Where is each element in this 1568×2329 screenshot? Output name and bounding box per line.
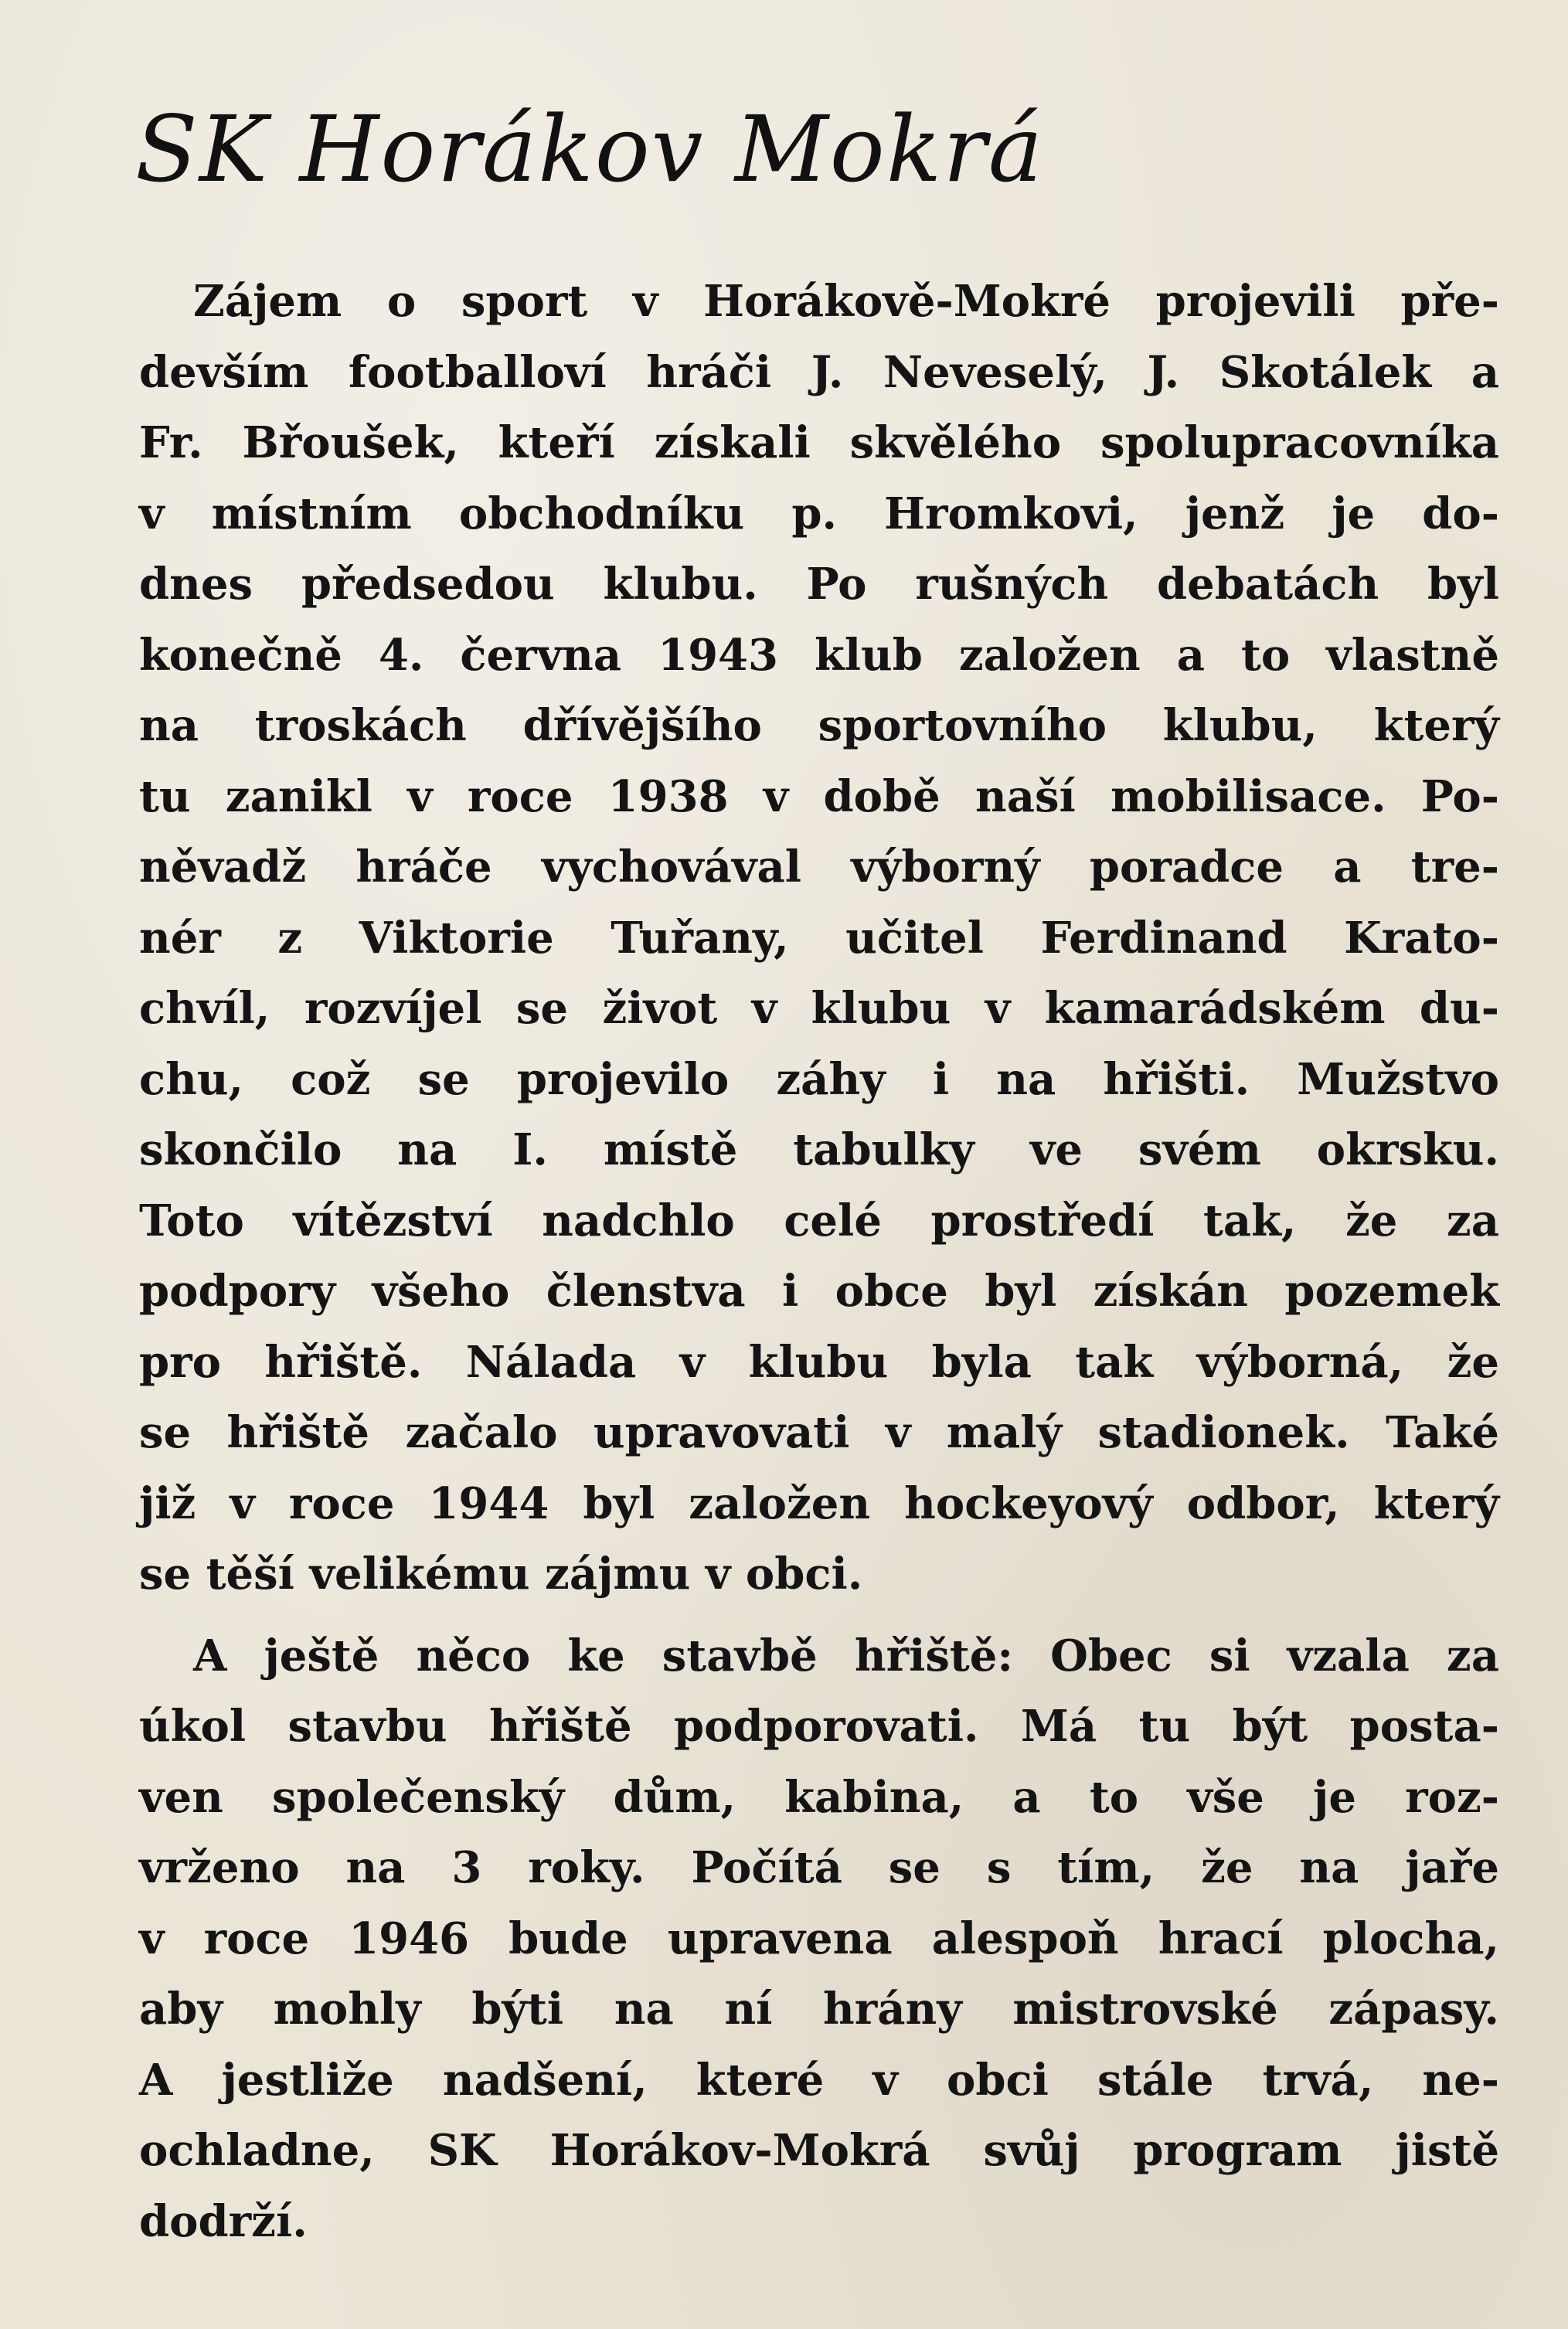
- text-line: na troskách dřívějšího sportovního klubu, který: [139, 700, 1499, 751]
- paragraph-2: [139, 1621, 1499, 2258]
- text-line: ochladne, SK Horákov-Mokrá svůj program jistě: [139, 2125, 1499, 2176]
- text-line: se hřiště začalo upravovati v malý stadionek. Také: [139, 1407, 1499, 1458]
- text-line: A ještě něco ke stavbě hřiště: Obec si vzala za: [193, 1630, 1499, 1681]
- text-line: tu zanikl v roce 1938 v době naší mobilisace. Po-: [139, 770, 1499, 822]
- text-line: Zájem o sport v Horákově-Mokré projevili pře-: [193, 276, 1499, 327]
- text-line: chu, což se projevilo záhy i na hřišti. Mužstvo: [139, 1053, 1499, 1105]
- text-line: dnes předsedou klubu. Po rušných debatách byl: [139, 559, 1499, 610]
- text-line: již v roce 1944 byl založen hockeyový odbor, který: [139, 1477, 1499, 1529]
- text-line: dodrží.: [139, 2195, 308, 2247]
- text-line: vrženo na 3 roky. Počítá se s tím, že na jaře: [139, 1842, 1499, 1893]
- text-line: Toto vítězství nadchlo celé prostředí tak, že za: [139, 1195, 1499, 1246]
- text-line: A jestliže nadšení, které v obci stále trvá, ne-: [139, 2054, 1499, 2106]
- text-line: se těší velikému zájmu v obci.: [139, 1549, 863, 1600]
- text-line: aby mohly býti na ní hrány mistrovské zápasy.: [139, 1984, 1499, 2035]
- article-title: SK Horákov Mokrá: [135, 96, 1045, 202]
- text-line: úkol stavbu hřiště podporovati. Má tu být posta-: [139, 1701, 1499, 1752]
- text-line: konečně 4. června 1943 klub založen a to vlastně: [139, 629, 1499, 681]
- text-line: ven společenský dům, kabina, a to vše je roz-: [139, 1771, 1499, 1823]
- text-line: devším footballoví hráči J. Neveselý, J. Skotálek a: [139, 346, 1499, 398]
- text-line: chvíl, rozvíjel se život v klubu v kamarádském du-: [139, 983, 1499, 1034]
- paragraph-1: [139, 267, 1499, 1610]
- text-line: pro hřiště. Nálada v klubu byla tak výborná, že: [139, 1336, 1499, 1388]
- text-line: nér z Viktorie Tuřany, učitel Ferdinand Krato-: [139, 912, 1499, 964]
- text-line: v místním obchodníku p. Hromkovi, jenž je do-: [139, 488, 1499, 539]
- text-line: skončilo na I. místě tabulky ve svém okrsku.: [139, 1124, 1499, 1175]
- text-line: podpory všeho členstva i obce byl získán pozemek: [139, 1266, 1499, 1317]
- text-line: v roce 1946 bude upravena alespoň hrací plocha,: [139, 1912, 1499, 1964]
- text-line: něvadž hráče vychovával výborný poradce a tre-: [139, 842, 1499, 892]
- article-body: [139, 267, 1499, 2257]
- text-line: Fr. Břoušek, kteří získali skvělého spolupracovníka: [139, 417, 1499, 468]
